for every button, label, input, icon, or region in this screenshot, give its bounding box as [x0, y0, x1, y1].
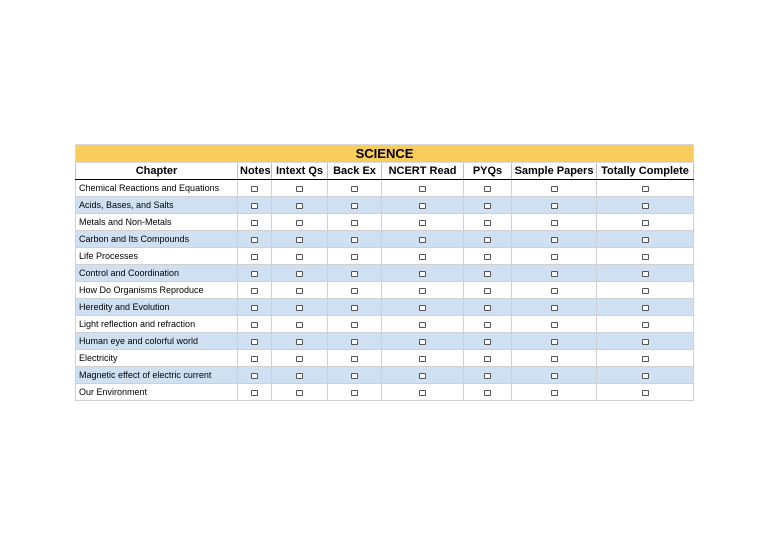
checkbox-cell	[272, 282, 328, 299]
column-header: Back Ex	[328, 163, 382, 180]
checkbox[interactable]	[484, 186, 491, 192]
checkbox[interactable]	[351, 237, 358, 243]
column-header: Chapter	[76, 163, 238, 180]
checkbox[interactable]	[551, 390, 558, 396]
checkbox[interactable]	[642, 322, 649, 328]
checkbox-cell	[382, 350, 464, 367]
checkbox[interactable]	[642, 373, 649, 379]
column-header: Totally Complete	[597, 163, 694, 180]
checkbox-cell	[328, 350, 382, 367]
checkbox-cell	[382, 367, 464, 384]
chapter-name: Electricity	[76, 350, 238, 367]
checkbox-cell	[464, 333, 512, 350]
checkbox[interactable]	[419, 288, 426, 294]
checkbox[interactable]	[484, 373, 491, 379]
checkbox[interactable]	[484, 390, 491, 396]
checkbox[interactable]	[551, 356, 558, 362]
checkbox[interactable]	[642, 220, 649, 226]
checkbox[interactable]	[419, 322, 426, 328]
checkbox[interactable]	[419, 356, 426, 362]
checkbox-cell	[328, 214, 382, 231]
checkbox-cell	[272, 384, 328, 401]
checkbox-cell	[597, 197, 694, 214]
checkbox-cell	[464, 350, 512, 367]
checkbox-cell	[238, 316, 272, 333]
checkbox[interactable]	[351, 203, 358, 209]
checkbox-cell	[238, 299, 272, 316]
checkbox-cell	[512, 180, 597, 197]
chapter-name: Magnetic effect of electric current	[76, 367, 238, 384]
checkbox[interactable]	[296, 305, 303, 311]
checkbox-cell	[272, 180, 328, 197]
checkbox[interactable]	[642, 203, 649, 209]
checkbox[interactable]	[351, 220, 358, 226]
checkbox-cell	[272, 214, 328, 231]
checkbox-cell	[272, 248, 328, 265]
checkbox[interactable]	[419, 254, 426, 260]
checkbox-cell	[597, 282, 694, 299]
checkbox[interactable]	[419, 390, 426, 396]
checkbox-cell	[382, 197, 464, 214]
checkbox-cell	[512, 299, 597, 316]
checkbox-cell	[512, 197, 597, 214]
checkbox[interactable]	[642, 186, 649, 192]
title-row	[76, 145, 694, 163]
checkbox[interactable]	[551, 254, 558, 260]
checkbox[interactable]	[551, 305, 558, 311]
checkbox-cell	[597, 299, 694, 316]
checkbox-cell	[328, 316, 382, 333]
table-row	[76, 214, 694, 231]
checkbox-cell	[512, 333, 597, 350]
checkbox[interactable]	[251, 254, 258, 260]
checkbox[interactable]	[484, 254, 491, 260]
checkbox-cell	[512, 265, 597, 282]
column-header: Intext Qs	[272, 163, 328, 180]
checkbox-cell	[272, 316, 328, 333]
checkbox[interactable]	[251, 271, 258, 277]
checkbox[interactable]	[296, 356, 303, 362]
checkbox-cell	[238, 384, 272, 401]
checkbox-cell	[597, 265, 694, 282]
checkbox[interactable]	[484, 237, 491, 243]
chapter-name: Metals and Non-Metals	[76, 214, 238, 231]
checkbox[interactable]	[351, 288, 358, 294]
checkbox-cell	[272, 367, 328, 384]
checkbox-cell	[272, 350, 328, 367]
checkbox[interactable]	[296, 390, 303, 396]
checkbox-cell	[328, 180, 382, 197]
column-header: PYQs	[464, 163, 512, 180]
checkbox[interactable]	[251, 186, 258, 192]
checkbox[interactable]	[296, 254, 303, 260]
checkbox-cell	[464, 231, 512, 248]
checkbox-cell	[382, 180, 464, 197]
checkbox[interactable]	[351, 390, 358, 396]
table-row	[76, 350, 694, 367]
table-row	[76, 197, 694, 214]
checkbox-cell	[382, 299, 464, 316]
checkbox[interactable]	[642, 356, 649, 362]
header-row	[76, 163, 694, 180]
checkbox[interactable]	[296, 203, 303, 209]
checkbox[interactable]	[351, 339, 358, 345]
science-table	[75, 144, 694, 401]
checkbox[interactable]	[351, 186, 358, 192]
checkbox[interactable]	[551, 203, 558, 209]
checkbox-cell	[328, 248, 382, 265]
checkbox-cell	[464, 299, 512, 316]
table-row	[76, 333, 694, 350]
checkbox-cell	[512, 231, 597, 248]
checkbox[interactable]	[251, 305, 258, 311]
checkbox[interactable]	[419, 271, 426, 277]
checkbox-cell	[328, 282, 382, 299]
checkbox[interactable]	[251, 322, 258, 328]
checkbox-cell	[272, 299, 328, 316]
checkbox[interactable]	[551, 373, 558, 379]
checkbox[interactable]	[351, 373, 358, 379]
checkbox-cell	[597, 316, 694, 333]
checkbox[interactable]	[251, 339, 258, 345]
checkbox[interactable]	[642, 254, 649, 260]
checkbox[interactable]	[551, 271, 558, 277]
checkbox[interactable]	[351, 356, 358, 362]
checkbox-cell	[238, 180, 272, 197]
column-header: NCERT Read	[382, 163, 464, 180]
checkbox-cell	[238, 350, 272, 367]
checkbox[interactable]	[642, 237, 649, 243]
checkbox[interactable]	[296, 322, 303, 328]
checkbox-cell	[328, 384, 382, 401]
checkbox-cell	[464, 265, 512, 282]
checkbox-cell	[382, 231, 464, 248]
checkbox-cell	[512, 214, 597, 231]
checkbox-cell	[272, 265, 328, 282]
checkbox[interactable]	[484, 288, 491, 294]
column-header: Notes	[238, 163, 272, 180]
checkbox-cell	[464, 248, 512, 265]
checkbox-cell	[597, 367, 694, 384]
checkbox[interactable]	[351, 271, 358, 277]
table-row	[76, 282, 694, 299]
chapter-name: Light reflection and refraction	[76, 316, 238, 333]
checkbox[interactable]	[419, 186, 426, 192]
checkbox-cell	[382, 282, 464, 299]
checkbox-cell	[512, 248, 597, 265]
checkbox-cell	[597, 350, 694, 367]
column-header: Sample Papers	[512, 163, 597, 180]
checkbox-cell	[512, 350, 597, 367]
checkbox-cell	[464, 180, 512, 197]
checkbox[interactable]	[642, 288, 649, 294]
table-row	[76, 316, 694, 333]
checkbox-cell	[328, 367, 382, 384]
chapter-name: Carbon and Its Compounds	[76, 231, 238, 248]
checkbox[interactable]	[419, 237, 426, 243]
checkbox[interactable]	[419, 373, 426, 379]
checkbox[interactable]	[419, 305, 426, 311]
checkbox-cell	[328, 333, 382, 350]
checkbox[interactable]	[551, 220, 558, 226]
checkbox-cell	[382, 265, 464, 282]
table-row	[76, 231, 694, 248]
checkbox[interactable]	[296, 373, 303, 379]
checkbox-cell	[238, 265, 272, 282]
checkbox[interactable]	[551, 186, 558, 192]
checkbox-cell	[597, 231, 694, 248]
checkbox-cell	[512, 316, 597, 333]
checkbox[interactable]	[484, 220, 491, 226]
checkbox-cell	[238, 248, 272, 265]
checkbox-cell	[597, 180, 694, 197]
checkbox-cell	[597, 333, 694, 350]
checkbox-cell	[512, 384, 597, 401]
checkbox[interactable]	[642, 305, 649, 311]
checkbox-cell	[328, 299, 382, 316]
checkbox-cell	[597, 384, 694, 401]
chapter-name: Acids, Bases, and Salts	[76, 197, 238, 214]
checkbox[interactable]	[551, 288, 558, 294]
checkbox-cell	[238, 197, 272, 214]
table-row	[76, 180, 694, 197]
chapter-name: Our Environment	[76, 384, 238, 401]
checkbox[interactable]	[419, 339, 426, 345]
checkbox-cell	[238, 367, 272, 384]
checkbox[interactable]	[484, 271, 491, 277]
checkbox-cell	[272, 231, 328, 248]
checkbox[interactable]	[419, 220, 426, 226]
checkbox-cell	[382, 214, 464, 231]
checkbox[interactable]	[484, 339, 491, 345]
checkbox[interactable]	[251, 390, 258, 396]
table-row	[76, 367, 694, 384]
checkbox-cell	[597, 214, 694, 231]
checkbox-cell	[464, 282, 512, 299]
checkbox-cell	[382, 248, 464, 265]
chapter-name: Chemical Reactions and Equations	[76, 180, 238, 197]
checkbox[interactable]	[251, 237, 258, 243]
chapter-name: Control and Coordination	[76, 265, 238, 282]
table-row	[76, 248, 694, 265]
checkbox-cell	[464, 197, 512, 214]
checkbox[interactable]	[642, 271, 649, 277]
chapter-name: How Do Organisms Reproduce	[76, 282, 238, 299]
chapter-name: Life Processes	[76, 248, 238, 265]
checkbox-cell	[512, 367, 597, 384]
checkbox-cell	[464, 214, 512, 231]
checkbox[interactable]	[296, 237, 303, 243]
checkbox-cell	[464, 316, 512, 333]
checkbox-cell	[464, 367, 512, 384]
checkbox-cell	[272, 333, 328, 350]
checkbox[interactable]	[251, 288, 258, 294]
checkbox-cell	[512, 282, 597, 299]
checkbox[interactable]	[251, 373, 258, 379]
checkbox[interactable]	[419, 203, 426, 209]
checkbox[interactable]	[484, 203, 491, 209]
checkbox[interactable]	[251, 356, 258, 362]
checkbox-cell	[328, 231, 382, 248]
checkbox[interactable]	[296, 288, 303, 294]
checkbox[interactable]	[642, 339, 649, 345]
checkbox-cell	[382, 384, 464, 401]
checkbox[interactable]	[642, 390, 649, 396]
checkbox-cell	[238, 282, 272, 299]
checkbox[interactable]	[484, 356, 491, 362]
chapter-name: Heredity and Evolution	[76, 299, 238, 316]
table-body	[76, 180, 694, 401]
checkbox[interactable]	[484, 322, 491, 328]
checkbox-cell	[382, 333, 464, 350]
checkbox-cell	[382, 316, 464, 333]
checkbox[interactable]	[296, 271, 303, 277]
table-row	[76, 384, 694, 401]
checkbox[interactable]	[351, 305, 358, 311]
checkbox[interactable]	[551, 237, 558, 243]
checkbox-cell	[238, 231, 272, 248]
checkbox[interactable]	[551, 339, 558, 345]
checkbox[interactable]	[484, 305, 491, 311]
science-tracker	[75, 144, 693, 401]
chapter-name: Human eye and colorful world	[76, 333, 238, 350]
checkbox[interactable]	[296, 339, 303, 345]
checkbox-cell	[238, 214, 272, 231]
table-row	[76, 265, 694, 282]
checkbox[interactable]	[251, 220, 258, 226]
checkbox[interactable]	[296, 220, 303, 226]
checkbox-cell	[238, 333, 272, 350]
checkbox-cell	[328, 265, 382, 282]
checkbox-cell	[597, 248, 694, 265]
checkbox[interactable]	[351, 322, 358, 328]
checkbox[interactable]	[251, 203, 258, 209]
checkbox[interactable]	[351, 254, 358, 260]
checkbox-cell	[328, 197, 382, 214]
checkbox-cell	[464, 384, 512, 401]
table-title: SCIENCE	[76, 145, 694, 163]
checkbox-cell	[272, 197, 328, 214]
checkbox[interactable]	[296, 186, 303, 192]
table-row	[76, 299, 694, 316]
checkbox[interactable]	[551, 322, 558, 328]
